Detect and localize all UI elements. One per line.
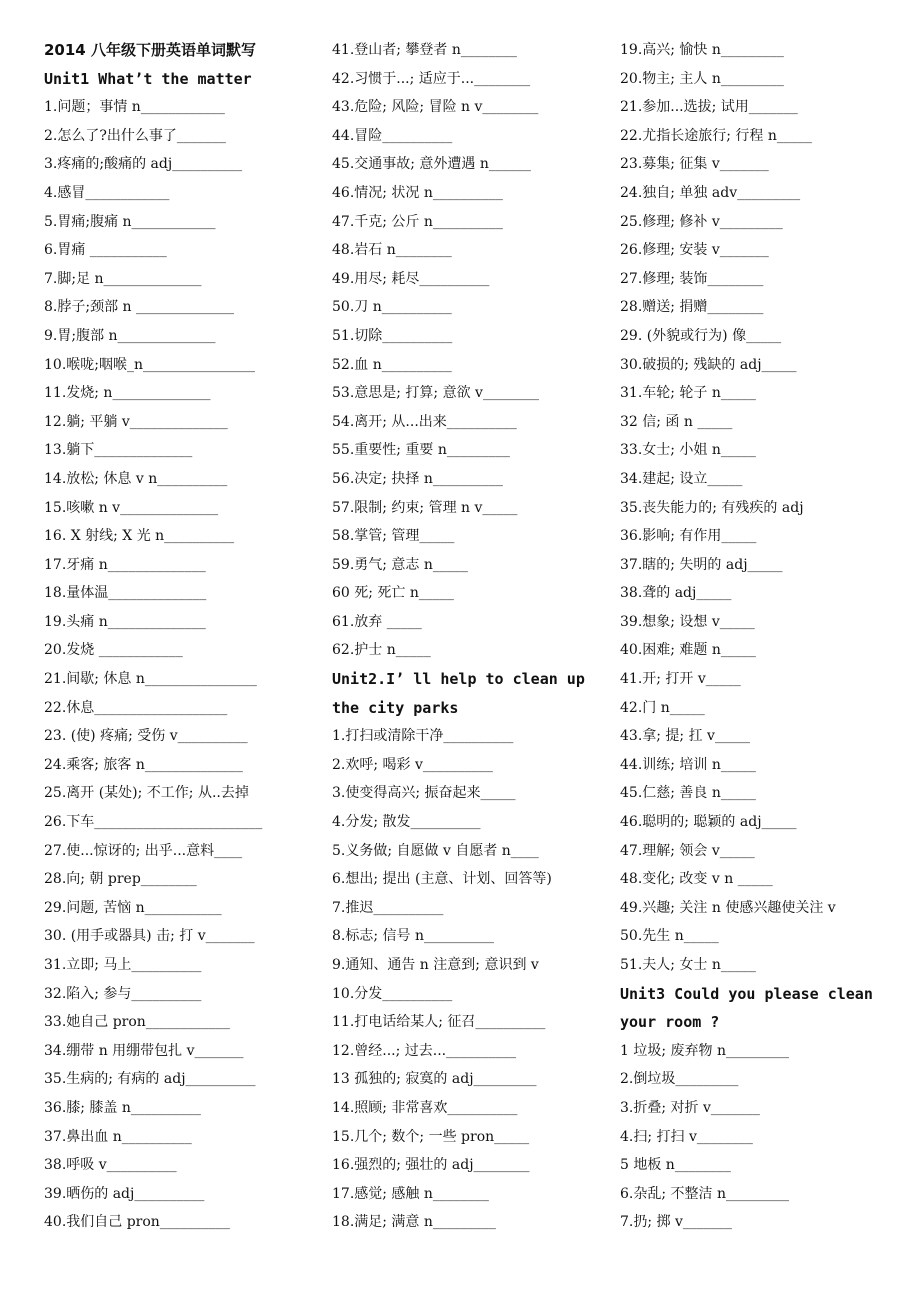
vocab-item: 3.疼痛的;酸痛的 adj__________ — [44, 156, 243, 173]
vocab-item: 33.女士; 小姐 n_____ — [620, 442, 756, 459]
unit-heading: Unit3 Could you please clean your room ? — [620, 984, 873, 1032]
vocab-item: 52.血 n__________ — [332, 356, 452, 373]
vocab-item: 6.想出; 提出 (主意、计划、回答等) — [332, 871, 552, 888]
vocab-item: 45.仁慈; 善良 n_____ — [620, 785, 756, 802]
vocab-item: 23. (使) 疼痛; 受伤 v__________ — [44, 728, 248, 745]
vocab-item: 31.车轮; 轮子 n_____ — [620, 385, 756, 402]
vocab-item: 4.分发; 散发__________ — [332, 814, 481, 831]
vocab-item: 49.用尽; 耗尽__________ — [332, 270, 490, 287]
vocab-item: 14.放松; 休息 v n__________ — [44, 470, 228, 487]
vocab-item: 40.我们自己 pron__________ — [44, 1214, 230, 1231]
vocab-item: 1.打扫或清除干净__________ — [332, 728, 514, 745]
vocab-item: 36.影响; 有作用_____ — [620, 528, 757, 545]
vocab-item: 18.量体温______________ — [44, 585, 207, 602]
vocab-item: 34.绷带 n 用绷带包扎 v_______ — [44, 1042, 244, 1059]
vocab-item: 31.立即; 马上__________ — [44, 957, 202, 973]
vocab-item: 41.开; 打开 v_____ — [620, 671, 741, 688]
vocab-item: 2.怎么了?出什么事了_______ — [44, 127, 226, 144]
vocab-item: 17.感觉; 感触 n________ — [332, 1185, 489, 1202]
vocab-item: 44.训练; 培训 n_____ — [620, 756, 756, 773]
vocab-item: 33.她自己 pron____________ — [44, 1014, 230, 1031]
vocab-item: 23.募集; 征集 v_______ — [620, 156, 769, 173]
vocab-item: 13.躺下______________ — [44, 442, 193, 459]
vocab-item: 38.呼吸 v__________ — [44, 1157, 177, 1174]
vocab-item: 47.理解; 领会 v_____ — [620, 842, 755, 859]
vocab-item: 51.切除__________ — [332, 327, 453, 344]
vocab-item: 3.折叠; 对折 v_______ — [620, 1099, 760, 1116]
vocab-item: 53.意思是; 打算; 意欲 v________ — [332, 385, 539, 402]
vocab-item: 37.瞎的; 失明的 adj_____ — [620, 556, 783, 573]
vocab-item: 55.重要性; 重要 n_________ — [332, 442, 510, 459]
vocab-item: 44.冒险__________ — [332, 127, 453, 144]
vocab-item: 56.决定; 抉择 n__________ — [332, 470, 503, 487]
vocab-item: 28.赠送; 捐赠________ — [620, 299, 764, 316]
vocab-item: 25.离开 (某处); 不工作; 从..去掉 — [44, 785, 249, 802]
vocab-item: 27.修理; 装饰________ — [620, 270, 764, 287]
vocab-item: 4.感冒____________ — [44, 184, 170, 201]
vocab-item: 49.兴趣; 关注 n 使感兴趣使关注 v — [620, 899, 836, 916]
vocab-item: 22.休息___________________ — [44, 699, 228, 716]
vocab-item: 29. (外貌或行为) 像_____ — [620, 327, 782, 344]
vocab-item: 39.想象; 设想 v_____ — [620, 613, 755, 630]
vocab-item: 26.下车________________________ — [44, 814, 263, 831]
vocab-item: 50.先生 n_____ — [620, 928, 719, 945]
vocab-item: 5 地板 n________ — [620, 1157, 731, 1174]
vocab-item: 35.丧失能力的; 有残疾的 adj — [620, 499, 804, 516]
vocab-item: 36.膝; 膝盖 n__________ — [44, 1099, 201, 1116]
vocab-item: 25.修理; 修补 v_________ — [620, 213, 783, 230]
vocab-item: 48.岩石 n________ — [332, 242, 452, 259]
vocab-item: 62.护士 n_____ — [332, 642, 431, 659]
vocab-item: 27.使...惊讶的; 出乎...意料____ — [44, 842, 243, 859]
vocab-item: 4.扫; 打扫 v________ — [620, 1128, 753, 1145]
vocab-item: 2.欢呼; 喝彩 v__________ — [332, 756, 493, 773]
vocab-item: 34.建起; 设立_____ — [620, 470, 743, 487]
vocab-item: 11.打电话给某人; 征召__________ — [332, 1014, 546, 1031]
vocab-item: 45.交通事故; 意外遭遇 n______ — [332, 156, 531, 173]
vocab-item: 2.倒垃圾_________ — [620, 1071, 739, 1088]
unit-heading: Unit2.I’ ll help to clean up the city parks — [332, 670, 585, 717]
vocab-item: 22.尤指长途旅行; 行程 n_____ — [620, 127, 812, 144]
vocab-item: 18.满足; 满意 n_________ — [332, 1214, 496, 1231]
vocab-item: 24.独自; 单独 adv_________ — [620, 184, 801, 201]
vocab-item: 10.分发__________ — [332, 985, 453, 1002]
vocab-item: 60 死; 死亡 n_____ — [332, 585, 454, 602]
vocab-item: 14.照顾; 非常喜欢__________ — [332, 1099, 518, 1116]
vocab-item: 29.问题, 苦恼 n___________ — [44, 899, 222, 916]
vocab-item: 32 信; 函 n _____ — [620, 413, 733, 430]
vocab-item: 40.困难; 难题 n_____ — [620, 642, 756, 659]
vocab-item: 17.牙痛 n______________ — [44, 556, 206, 573]
vocab-item: 35.生病的; 有病的 adj__________ — [44, 1071, 256, 1088]
vocab-item: 12.躺; 平躺 v______________ — [44, 413, 228, 430]
vocab-item: 30.破损的; 残缺的 adj_____ — [620, 356, 797, 373]
vocab-item: 6.杂乱; 不整洁 n_________ — [620, 1185, 789, 1202]
vocab-item: 9.胃;腹部 n______________ — [44, 327, 216, 344]
vocab-item: 57.限制; 约束; 管理 n v_____ — [332, 499, 518, 516]
vocab-item: 19.高兴; 愉快 n_________ — [620, 42, 784, 58]
vocab-item: 19.头痛 n______________ — [44, 613, 206, 630]
vocab-item: 50.刀 n__________ — [332, 299, 452, 316]
vocab-item: 54.离开; 从...出来__________ — [332, 413, 517, 430]
vocab-item: 20.物主; 主人 n_________ — [620, 70, 784, 87]
vocab-item: 47.千克; 公斤 n__________ — [332, 213, 503, 230]
vocab-item: 11.发烧; n______________ — [44, 385, 211, 402]
vocab-item: 1.问题；事情 n____________ — [44, 99, 225, 116]
vocab-item: 43.危险; 风险; 冒险 n v________ — [332, 99, 539, 116]
vocab-item: 42.门 n_____ — [620, 699, 705, 716]
column-2 — [332, 36, 602, 1237]
vocab-item: 43.拿; 提; 扛 v_____ — [620, 728, 750, 745]
vocab-item: 58.掌管; 管理_____ — [332, 528, 455, 545]
vocab-item: 7.推迟__________ — [332, 899, 444, 916]
vocab-item: 5.胃痛;腹痛 n____________ — [44, 213, 216, 230]
vocab-item: 12.曾经...; 过去...__________ — [332, 1042, 517, 1059]
column-3 — [620, 36, 890, 1237]
vocab-item: 21.间歇; 休息 n________________ — [44, 671, 257, 688]
vocab-item: 48.变化; 改变 v n _____ — [620, 871, 773, 888]
vocab-item: 38.聋的 adj_____ — [620, 585, 732, 602]
vocab-item: 5.义务做; 自愿做 v 自愿者 n____ — [332, 842, 539, 859]
vocab-item: 13 孤独的; 寂寞的 adj_________ — [332, 1071, 537, 1088]
vocab-item: 16.强烈的; 强壮的 adj________ — [332, 1157, 530, 1174]
vocab-item: 8.标志; 信号 n__________ — [332, 928, 494, 945]
vocab-item: 7.扔; 掷 v_______ — [620, 1214, 732, 1231]
vocab-item: 15.几个; 数个; 一些 pron_____ — [332, 1128, 530, 1145]
vocab-item: 37.鼻出血 n__________ — [44, 1128, 192, 1145]
unit-heading: Unit1 What’t the matter — [44, 69, 252, 88]
vocab-item: 46.情况; 状况 n__________ — [332, 184, 503, 201]
vocab-item: 3.使变得高兴; 振奋起来_____ — [332, 785, 516, 802]
vocab-item: 9.通知、通告 n 注意到; 意识到 v — [332, 957, 539, 973]
vocab-item: 51.夫人; 女士 n_____ — [620, 957, 756, 973]
vocab-item: 32.陷入; 参与__________ — [44, 985, 202, 1002]
vocab-item: 15.咳嗽 n v______________ — [44, 499, 219, 516]
vocab-item: 61.放弃 _____ — [332, 613, 422, 630]
column-1 — [44, 36, 312, 1237]
vocab-item: 30. (用手或器具) 击; 打 v_______ — [44, 928, 255, 945]
vocab-item: 39.晒伤的 adj__________ — [44, 1185, 205, 1202]
vocab-item: 24.乘客; 旅客 n______________ — [44, 756, 243, 773]
vocab-item: 42.习惯于...; 适应于...________ — [332, 70, 531, 87]
vocab-item: 20.发烧 ____________ — [44, 642, 183, 659]
vocab-item: 8.脖子;颈部 n ______________ — [44, 299, 234, 316]
vocab-item: 41.登山者; 攀登者 n________ — [332, 42, 517, 58]
vocab-item: 16. X 射线; X 光 n__________ — [44, 528, 235, 545]
vocab-item: 26.修理; 安装 v_______ — [620, 242, 769, 259]
vocab-item: 1 垃圾; 废弃物 n_________ — [620, 1042, 789, 1059]
vocab-item: 46.聪明的; 聪颖的 adj_____ — [620, 814, 797, 831]
document-title: 2014 八年级下册英语单词默写 — [44, 41, 256, 59]
vocab-item: 21.参加...选拔; 试用_______ — [620, 99, 798, 116]
vocab-item: 28.向; 朝 prep________ — [44, 871, 197, 888]
vocab-item: 59.勇气; 意志 n_____ — [332, 556, 468, 573]
vocab-item: 10.喉咙;咽喉_n________________ — [44, 356, 255, 373]
vocab-item: 6.胃痛 ___________ — [44, 242, 167, 259]
vocab-item: 7.脚;足 n______________ — [44, 270, 202, 287]
